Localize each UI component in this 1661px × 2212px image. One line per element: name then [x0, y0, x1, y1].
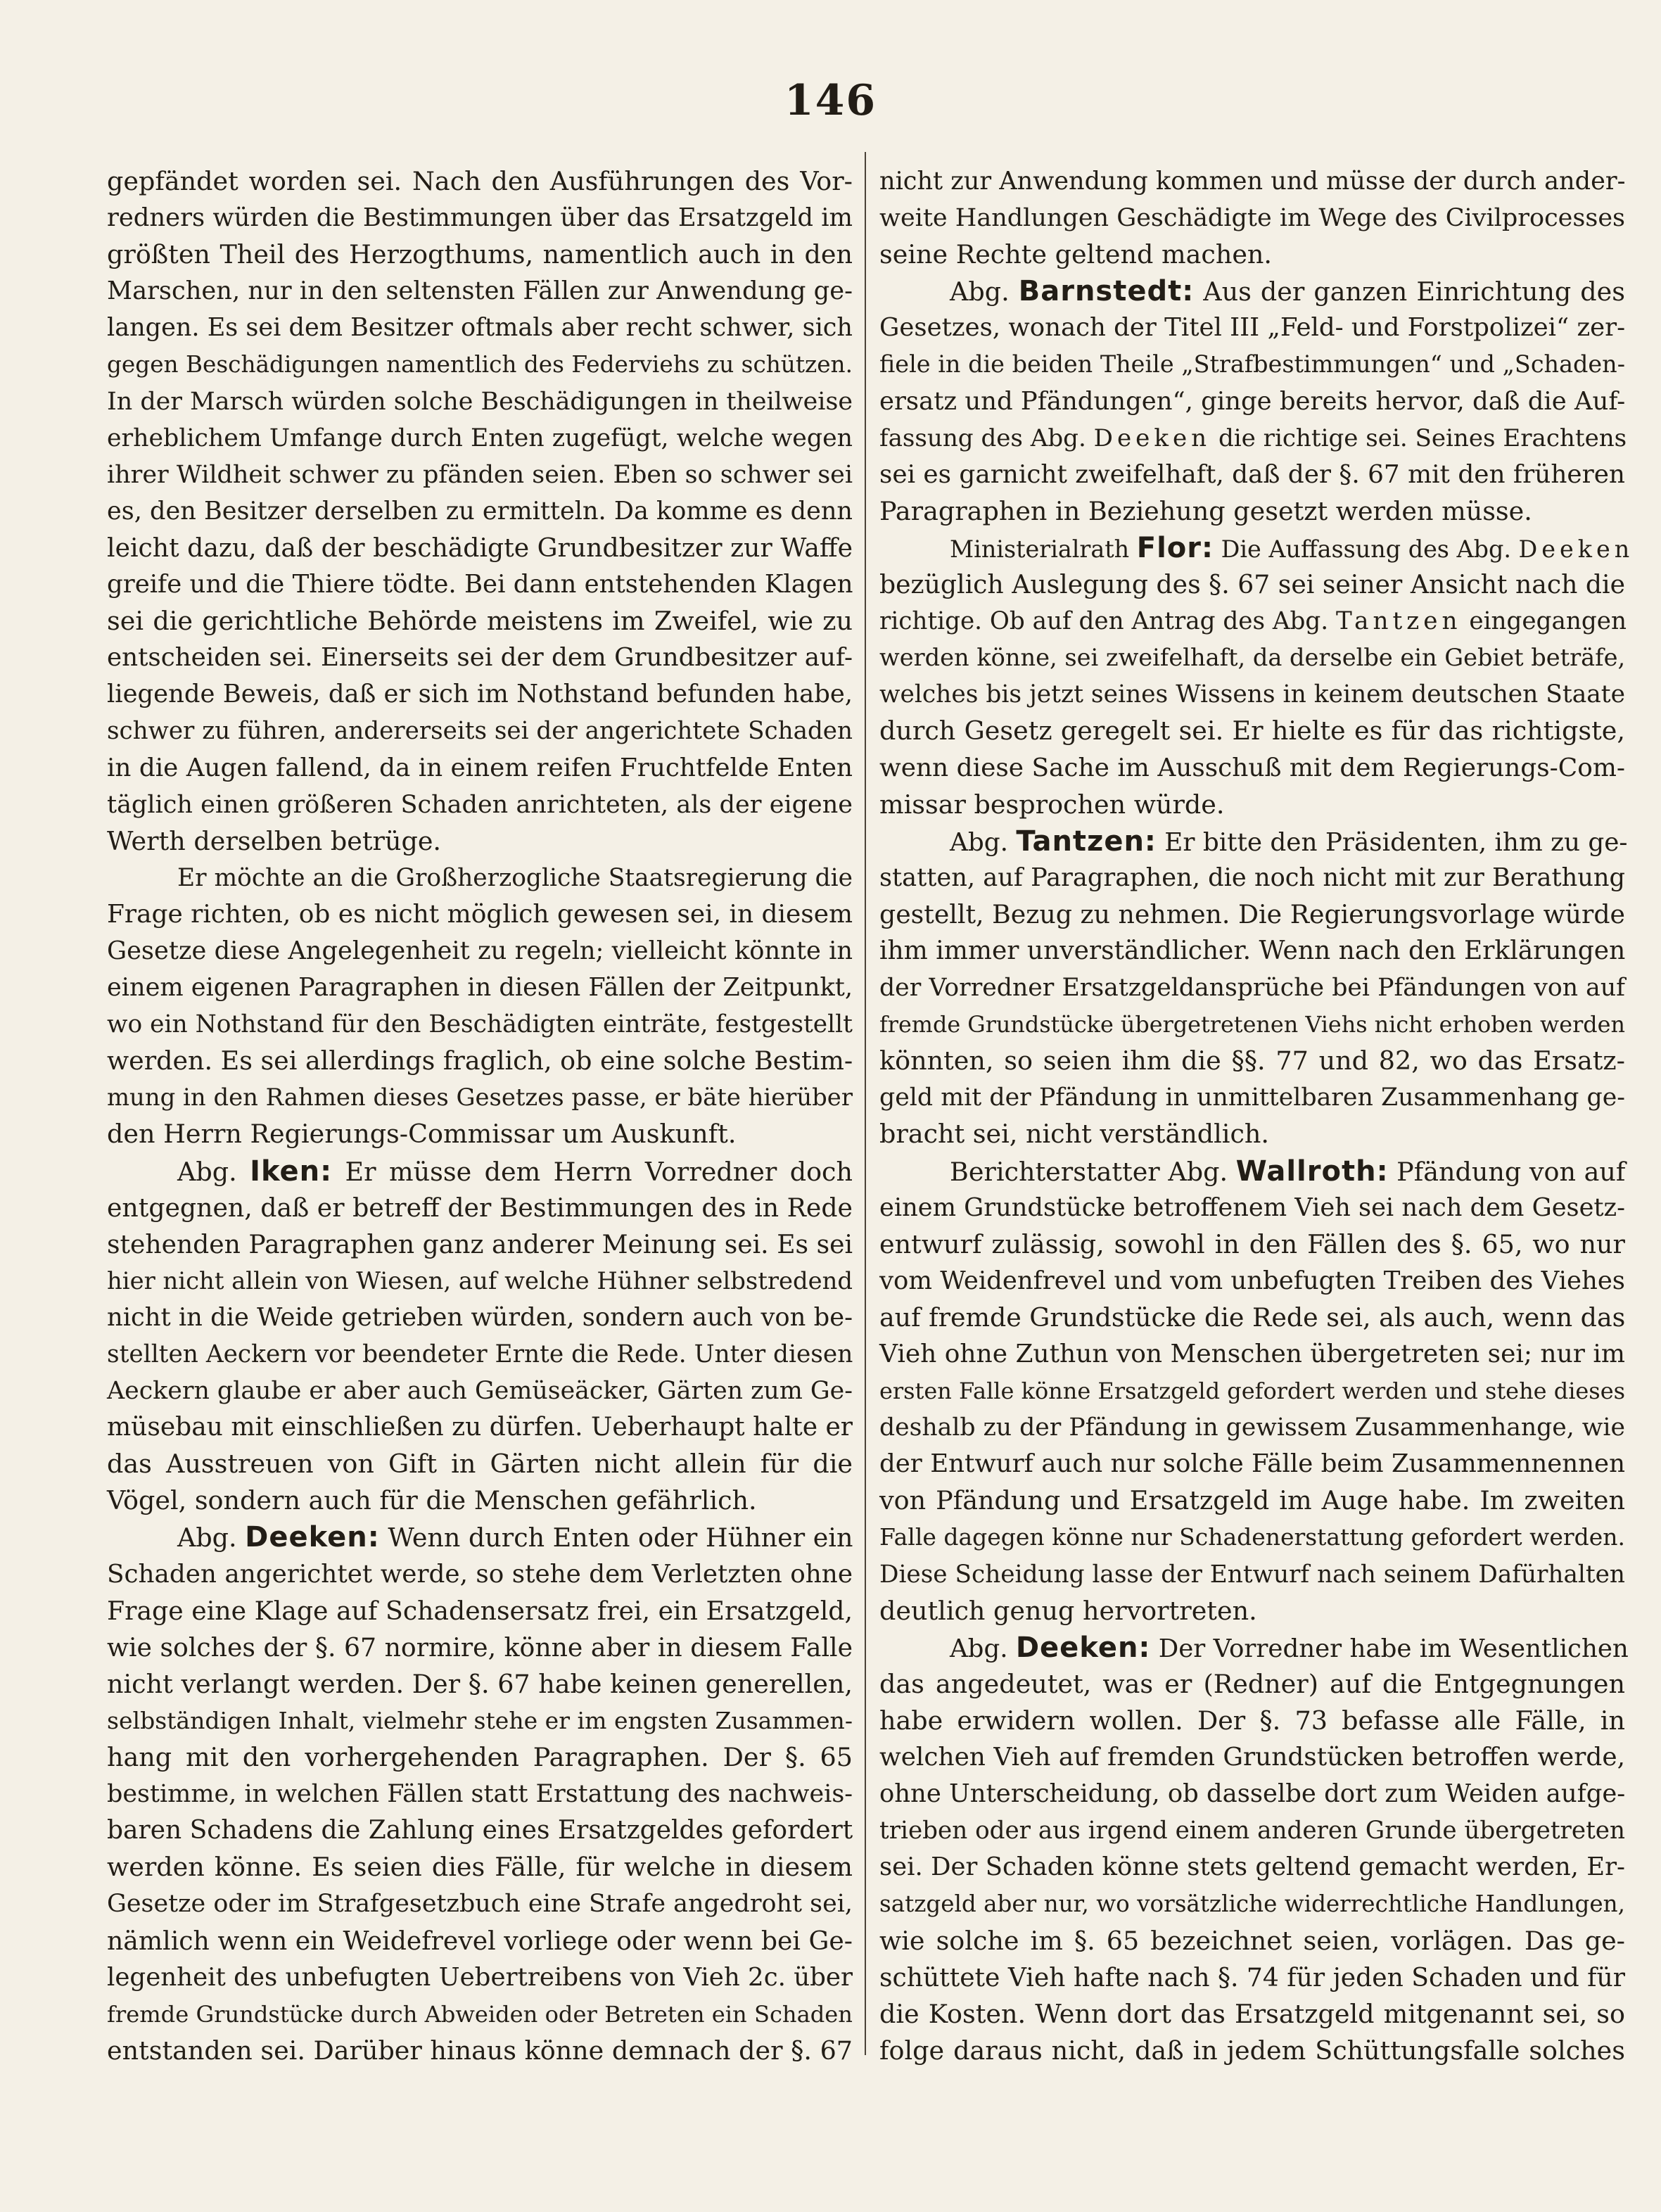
text-segment: Frage richten, ob es nicht möglich gewesen sei, in diesem — [107, 899, 853, 929]
text-segment: könnten, so seien ihm die §§. 77 und 82, wo das Ersatz- — [879, 1045, 1625, 1076]
text-line — [107, 1409, 853, 1446]
text-line — [879, 457, 1625, 493]
text-segment: Tantzen — [1336, 607, 1462, 636]
text-segment: habe erwidern wollen. Der §. 73 befasse alle Fälle, in — [879, 1705, 1625, 1736]
text-line — [107, 1556, 853, 1593]
text-segment: richtige. Ob auf den Antrag des Abg. — [879, 607, 1337, 636]
text-line — [879, 823, 1628, 860]
text-line — [879, 1849, 1625, 1886]
text-line — [107, 1006, 853, 1043]
text-segment: Deeken — [1518, 535, 1634, 563]
text-segment: das angedeutet, was er (Redner) auf die Entgegnungen — [879, 1668, 1625, 1699]
text-line — [107, 1849, 853, 1886]
speaker-name: Flor: — [1136, 531, 1214, 564]
text-segment: langen. Es sei dem Besitzer oftmals aber recht schwer, sich — [107, 313, 853, 343]
text-line — [107, 1373, 853, 1409]
text-segment: fiele in die beiden Theile „Strafbestimmungen“ und „Schaden- — [879, 350, 1625, 379]
text-segment: einem eigenen Paragraphen in diesen Fällen der Zeitpunkt, — [107, 973, 853, 1003]
text-segment: gepfändet worden sei. Nach den Ausführungen des Vor- — [107, 166, 853, 196]
text-segment: Gesetze diese Angelegenheit zu regeln; vielleicht könnte in — [107, 936, 853, 965]
text-segment: entgegnen, daß er betreff der Bestimmungen des in Rede — [107, 1192, 853, 1223]
text-segment: Ministerialrath — [950, 535, 1137, 563]
text-line — [879, 1593, 1625, 1629]
text-line — [107, 1593, 853, 1629]
text-line — [879, 1116, 1625, 1152]
text-line — [879, 1482, 1625, 1519]
text-segment: redners würden die Bestimmungen über das Ersatzgeld im — [107, 203, 853, 233]
text-segment: vom Weidenfrevel und vom unbefugten Treiben des Viehes — [879, 1266, 1625, 1295]
text-line — [879, 1886, 1625, 1922]
text-segment: nämlich wenn ein Weidefrevel vorliege oder wenn bei Ge- — [107, 1925, 853, 1956]
text-segment: werden könne, sei zweifelhaft, da derselbe ein Gebiet beträfe, — [879, 644, 1626, 672]
text-segment: durch Gesetz geregelt sei. Er hielte es für das richtigste, — [879, 716, 1625, 746]
text-segment: Aeckern glaube er aber auch Gemüseäcker, Gärten zum Ge- — [107, 1377, 853, 1406]
text-line — [879, 1666, 1625, 1703]
text-line — [879, 896, 1625, 933]
text-segment: gegen Beschädigungen namentlich des Federviehs zu schützen. — [107, 351, 853, 379]
text-line — [107, 1299, 853, 1336]
text-line — [107, 860, 853, 896]
text-segment: erheblichem Umfange durch Enten zugefügt, welche wegen — [107, 424, 853, 452]
text-line — [107, 1812, 853, 1849]
text-segment: auf fremde Grundstücke die Rede sei, als auch, wenn das — [879, 1302, 1626, 1333]
page-number: 146 — [784, 76, 877, 125]
text-segment: Gesetzes, wonach der Titel III „Feld- und Forstpolizei“ zer- — [879, 313, 1626, 343]
text-line — [879, 1996, 1625, 2033]
text-segment: wo ein Nothstand für den Beschädigten einträte, festgestellt — [107, 1010, 853, 1039]
text-line — [879, 1043, 1625, 1079]
text-segment: mung in den Rahmen dieses Gesetzes passe, er bäte hierüber — [107, 1083, 853, 1112]
text-line — [107, 750, 853, 787]
text-segment: entstanden sei. Darüber hinaus könne demnach der §. 67 — [107, 2035, 853, 2066]
text-segment: statten, auf Paragraphen, die noch nicht mit zur Berathung — [879, 863, 1625, 892]
text-segment: weite Handlungen Geschädigte im Wege des Civilprocesses — [879, 204, 1625, 233]
text-line — [879, 860, 1625, 896]
text-segment: Vögel, sondern auch für die Menschen gefährlich. — [107, 1485, 757, 1516]
text-segment: Deeken — [1093, 424, 1211, 452]
text-line — [107, 1116, 853, 1152]
text-line — [107, 310, 853, 346]
text-line — [879, 163, 1625, 200]
text-segment: ihm immer unverständlicher. Wenn nach den Erklärungen — [879, 936, 1626, 965]
text-line — [107, 823, 853, 860]
speaker-name: Tantzen: — [1016, 825, 1157, 858]
text-line — [107, 346, 853, 383]
text-segment: müsebau mit einschließen zu dürfen. Ueberhaupt halte er — [107, 1413, 853, 1442]
text-segment: missar besprochen würde. — [879, 789, 1225, 820]
text-line — [879, 603, 1625, 640]
text-segment: folge daraus nicht, daß in jedem Schüttungsfalle solches — [879, 2035, 1625, 2066]
text-line — [879, 676, 1625, 713]
text-segment: Abg. — [950, 827, 1017, 857]
text-segment: wie solches der §. 67 normire, könne aber in diesem Falle — [107, 1632, 853, 1663]
text-segment: fremde Grundstücke durch Abweiden oder Betreten ein Schaden — [107, 2000, 853, 2028]
text-segment: eingegangen — [1461, 607, 1627, 636]
text-line — [879, 1556, 1625, 1593]
speaker-name: Barnstedt: — [1018, 275, 1195, 308]
text-segment: ersten Falle könne Ersatzgeld gefordert werden und stehe dieses — [879, 1378, 1625, 1405]
text-segment: nicht in die Weide getrieben würden, sondern auch von be- — [107, 1302, 853, 1332]
text-line — [107, 603, 853, 640]
text-segment: das Ausstreuen von Gift in Gärten nicht allein für die — [107, 1449, 853, 1480]
text-line — [879, 1776, 1625, 1812]
text-segment: Schaden angerichtet werde, so stehe dem Verletzten ohne — [107, 1559, 853, 1589]
text-line — [107, 530, 853, 566]
text-line — [107, 566, 853, 603]
text-line — [879, 530, 1634, 566]
text-segment: liegende Beweis, daß er sich im Nothstand befunden habe, — [107, 680, 853, 709]
text-line — [107, 640, 853, 676]
text-segment: Der Vorredner habe im Wesentlichen — [1150, 1634, 1629, 1663]
text-line — [879, 1739, 1625, 1776]
text-segment: seine Rechte geltend machen. — [879, 239, 1273, 270]
text-segment: Falle dagegen könne nur Schadenerstattung gefordert werden. — [879, 1523, 1625, 1551]
text-segment: wenn diese Sache im Ausschuß mit dem Regierungs-Com- — [879, 753, 1625, 782]
text-line — [107, 383, 853, 420]
text-segment: Er möchte an die Großherzogliche Staatsregierung die — [177, 863, 853, 892]
text-segment: Werth derselben betrüge. — [107, 825, 442, 856]
text-segment: Er müsse dem Herrn Vorredner doch — [332, 1156, 853, 1187]
text-line — [107, 1446, 853, 1482]
text-segment: Er bitte den Präsidenten, ihm zu ge- — [1156, 827, 1628, 857]
text-segment: Gesetze oder im Strafgesetzbuch eine Strafe angedroht sei, — [107, 1890, 853, 1919]
text-segment: Berichterstatter Abg. — [950, 1156, 1236, 1187]
text-segment: bestimme, in welchen Fällen statt Erstattung des nachweis- — [107, 1780, 853, 1809]
text-line — [879, 640, 1625, 676]
text-segment: Marschen, nur in den seltensten Fällen zur Anwendung ge- — [107, 276, 853, 306]
text-line — [107, 1336, 853, 1373]
text-line — [879, 2033, 1625, 2069]
text-line — [107, 896, 853, 933]
text-segment: schüttete Vieh hafte nach §. 74 für jeden Schaden und für — [879, 1962, 1625, 1992]
text-segment: werden. Es sei allerdings fraglich, ob eine solche Bestim- — [107, 1045, 853, 1076]
text-line — [107, 1519, 853, 1556]
text-line — [107, 1153, 853, 1190]
text-line — [107, 1959, 853, 1996]
text-line — [107, 1043, 853, 1079]
text-segment: täglich einen größeren Schaden anrichteten, als der eigene — [107, 790, 853, 819]
text-line — [879, 787, 1625, 823]
text-line — [107, 1226, 853, 1263]
text-segment: nicht verlangt werden. Der §. 67 habe keinen generellen, — [107, 1668, 853, 1699]
text-line — [107, 420, 853, 457]
text-line — [107, 970, 853, 1006]
text-line — [107, 1776, 853, 1812]
text-line — [107, 713, 853, 749]
text-line — [879, 420, 1625, 457]
speaker-name: Deeken: — [245, 1521, 380, 1554]
text-line — [107, 236, 853, 273]
text-line — [879, 1373, 1625, 1409]
text-line — [107, 493, 853, 530]
text-segment: die Kosten. Wenn dort das Ersatzgeld mitgenannt sei, so — [879, 1998, 1625, 2029]
text-segment: ohne Unterscheidung, ob dasselbe dort zum Weiden aufge- — [879, 1779, 1626, 1809]
text-line — [107, 1263, 853, 1299]
text-line — [879, 1190, 1625, 1226]
text-line — [879, 310, 1625, 346]
text-line — [107, 1629, 853, 1666]
text-segment: Wenn durch Enten oder Hühner ein — [379, 1523, 853, 1553]
text-segment: Abg. — [950, 1634, 1016, 1663]
text-segment: welches bis jetzt seines Wissens in keinem deutschen Staate — [879, 680, 1625, 709]
text-line — [107, 1996, 853, 2033]
text-line — [879, 383, 1625, 420]
text-line — [879, 200, 1625, 236]
text-line — [107, 1739, 853, 1776]
text-line — [107, 2033, 853, 2069]
text-segment: welchen Vieh auf fremden Grundstücken betroffen werde, — [879, 1743, 1625, 1772]
text-segment: ihrer Wildheit schwer zu pfänden seien. Eben so schwer sei — [107, 460, 853, 489]
text-segment: bracht sei, nicht verständlich. — [879, 1119, 1270, 1150]
text-line — [879, 493, 1625, 530]
text-line — [879, 1923, 1625, 1959]
text-line — [879, 1629, 1629, 1666]
text-line — [107, 1666, 853, 1703]
text-segment: sei es garnicht zweifelhaft, daß der §. 67 mit den früheren — [879, 459, 1625, 489]
left-text-column — [107, 163, 853, 2069]
text-segment: größten Theil des Herzogthums, namentlich auch in den — [107, 239, 853, 270]
text-line — [107, 273, 853, 310]
text-line — [879, 713, 1625, 749]
text-segment: hier nicht allein von Wiesen, auf welche Hühner selbstredend — [107, 1266, 853, 1295]
text-segment: Abg. — [950, 276, 1019, 307]
text-line — [879, 1703, 1625, 1739]
text-line — [107, 200, 853, 236]
text-segment: einem Grundstücke betroffenem Vieh sei nach dem Gesetz- — [879, 1193, 1625, 1222]
text-segment: fassung des Abg. — [879, 424, 1094, 452]
text-line — [879, 346, 1625, 383]
text-line — [879, 1959, 1625, 1996]
text-segment: stehenden Paragraphen ganz anderer Meinung sei. Es sei — [107, 1229, 853, 1259]
text-segment: ersatz und Pfändungen“, ginge bereits hervor, daß die Auf- — [879, 386, 1626, 416]
text-segment: es, den Besitzer derselben zu ermitteln. Da komme es denn — [107, 496, 853, 526]
text-segment: selbständigen Inhalt, vielmehr stehe er im engsten Zusammen- — [107, 1706, 853, 1734]
text-segment: satzgeld aber nur, wo vorsätzliche widerrechtliche Handlungen, — [879, 1890, 1625, 1918]
text-line — [879, 1409, 1625, 1446]
text-line — [879, 970, 1625, 1006]
text-line — [107, 1482, 853, 1519]
text-line — [879, 236, 1625, 273]
text-segment: legenheit des unbefugten Uebertreibens von Vieh 2c. über — [107, 1962, 853, 1992]
text-segment: in die Augen fallend, da in einem reifen Fruchtfelde Enten — [107, 753, 853, 782]
text-segment: entscheiden sei. Einerseits sei der dem Grundbesitzer auf- — [107, 643, 853, 673]
text-segment: Diese Scheidung lasse der Entwurf nach seinem Dafürhalten — [879, 1560, 1625, 1589]
text-segment: hang mit den vorhergehenden Paragraphen. Der §. 65 — [107, 1742, 853, 1773]
text-segment: gestellt, Bezug zu nehmen. Die Regierungsvorlage würde — [879, 898, 1625, 929]
text-line — [107, 457, 853, 493]
text-line — [879, 1812, 1625, 1849]
speaker-name: Deeken: — [1015, 1631, 1151, 1664]
column-divider — [865, 152, 866, 2055]
text-line — [107, 1923, 853, 1959]
text-segment: entwurf zulässig, sowohl in den Fällen des §. 65, wo nur — [879, 1228, 1625, 1259]
text-line — [879, 1079, 1625, 1116]
text-segment: von Pfändung und Ersatzgeld im Auge habe. Im zweiten — [879, 1485, 1625, 1516]
text-line — [107, 933, 853, 970]
text-line — [879, 1446, 1625, 1482]
text-segment: stellten Aeckern vor beendeter Ernte die Rede. Unter diesen — [107, 1340, 853, 1368]
text-segment: deutlich genug hervortreten. — [879, 1595, 1257, 1626]
text-segment: Vieh ohne Zuthun von Menschen übergetreten sei; nur im — [879, 1340, 1625, 1368]
text-segment: der Vorredner Ersatzgeldansprüche bei Pfändungen von auf — [879, 974, 1625, 1003]
text-segment: Abg. — [177, 1156, 250, 1187]
text-segment: fremde Grundstücke übergetretenen Viehs nicht erhoben werden — [879, 1011, 1625, 1038]
text-segment: der Entwurf auch nur solche Fälle beim Zusammennennen — [879, 1449, 1625, 1479]
text-line — [107, 787, 853, 823]
speaker-name: Iken: — [250, 1155, 333, 1188]
text-line — [879, 1519, 1625, 1556]
text-segment: Die Auffassung des Abg. — [1214, 535, 1519, 563]
text-segment: deshalb zu der Pfändung in gewissem Zusammenhange, wie — [879, 1413, 1625, 1442]
text-line — [879, 1299, 1625, 1336]
text-segment: Pfändung von auf — [1388, 1156, 1626, 1187]
text-segment: sei. Der Schaden könne stets geltend gemacht werden, Er- — [879, 1852, 1625, 1882]
text-line — [879, 1263, 1625, 1299]
text-segment: trieben oder aus irgend einem anderen Grunde übergetreten — [879, 1817, 1625, 1845]
text-segment: sei die gerichtliche Behörde meistens im Zweifel, wie zu — [107, 606, 853, 637]
text-segment: In der Marsch würden solche Beschädigungen in theilweise — [107, 387, 853, 416]
text-line — [879, 566, 1625, 603]
text-line — [879, 1336, 1625, 1373]
text-segment: Paragraphen in Beziehung gesetzt werden müsse. — [879, 495, 1532, 526]
text-segment: Aus der ganzen Einrichtung des — [1194, 276, 1626, 307]
text-segment: wie solche im §. 65 bezeichnet seien, vorlägen. Das ge- — [879, 1925, 1625, 1956]
text-segment: greife und die Thiere tödte. Bei dann entstehenden Klagen — [107, 570, 853, 599]
text-segment: bezüglich Auslegung des §. 67 sei seiner Ansicht nach die — [879, 569, 1625, 600]
text-line — [107, 676, 853, 713]
text-segment: nicht zur Anwendung kommen und müsse der durch ander- — [879, 167, 1626, 196]
text-line — [879, 1153, 1625, 1190]
speaker-name: Wallroth: — [1235, 1155, 1389, 1188]
text-segment: baren Schadens die Zahlung eines Ersatzgeldes gefordert — [107, 1816, 853, 1845]
text-line — [107, 1190, 853, 1226]
text-line — [879, 750, 1625, 787]
text-segment: die richtige sei. Seines Erachtens — [1211, 424, 1627, 452]
text-segment: den Herrn Regierungs-Commissar um Auskunft. — [107, 1119, 737, 1150]
text-segment: Frage eine Klage auf Schadensersatz frei, ein Ersatzgeld, — [107, 1595, 853, 1626]
text-line — [107, 163, 853, 200]
text-line — [879, 1006, 1625, 1043]
text-line — [107, 1886, 853, 1922]
text-segment: schwer zu führen, andererseits sei der angerichtete Schaden — [107, 717, 853, 746]
text-segment: geld mit der Pfändung in unmittelbaren Zusammenhang ge- — [879, 1083, 1625, 1112]
text-line — [879, 933, 1625, 970]
text-line — [879, 273, 1625, 310]
text-line — [107, 1079, 853, 1116]
text-line — [107, 1703, 853, 1739]
text-segment: leicht dazu, daß der beschädigte Grundbesitzer zur Waffe — [107, 532, 853, 563]
right-text-column — [879, 163, 1634, 2069]
text-segment: Abg. — [177, 1523, 246, 1553]
text-line — [879, 1226, 1625, 1263]
text-segment: werden könne. Es seien dies Fälle, für welche in diesem — [107, 1852, 853, 1883]
